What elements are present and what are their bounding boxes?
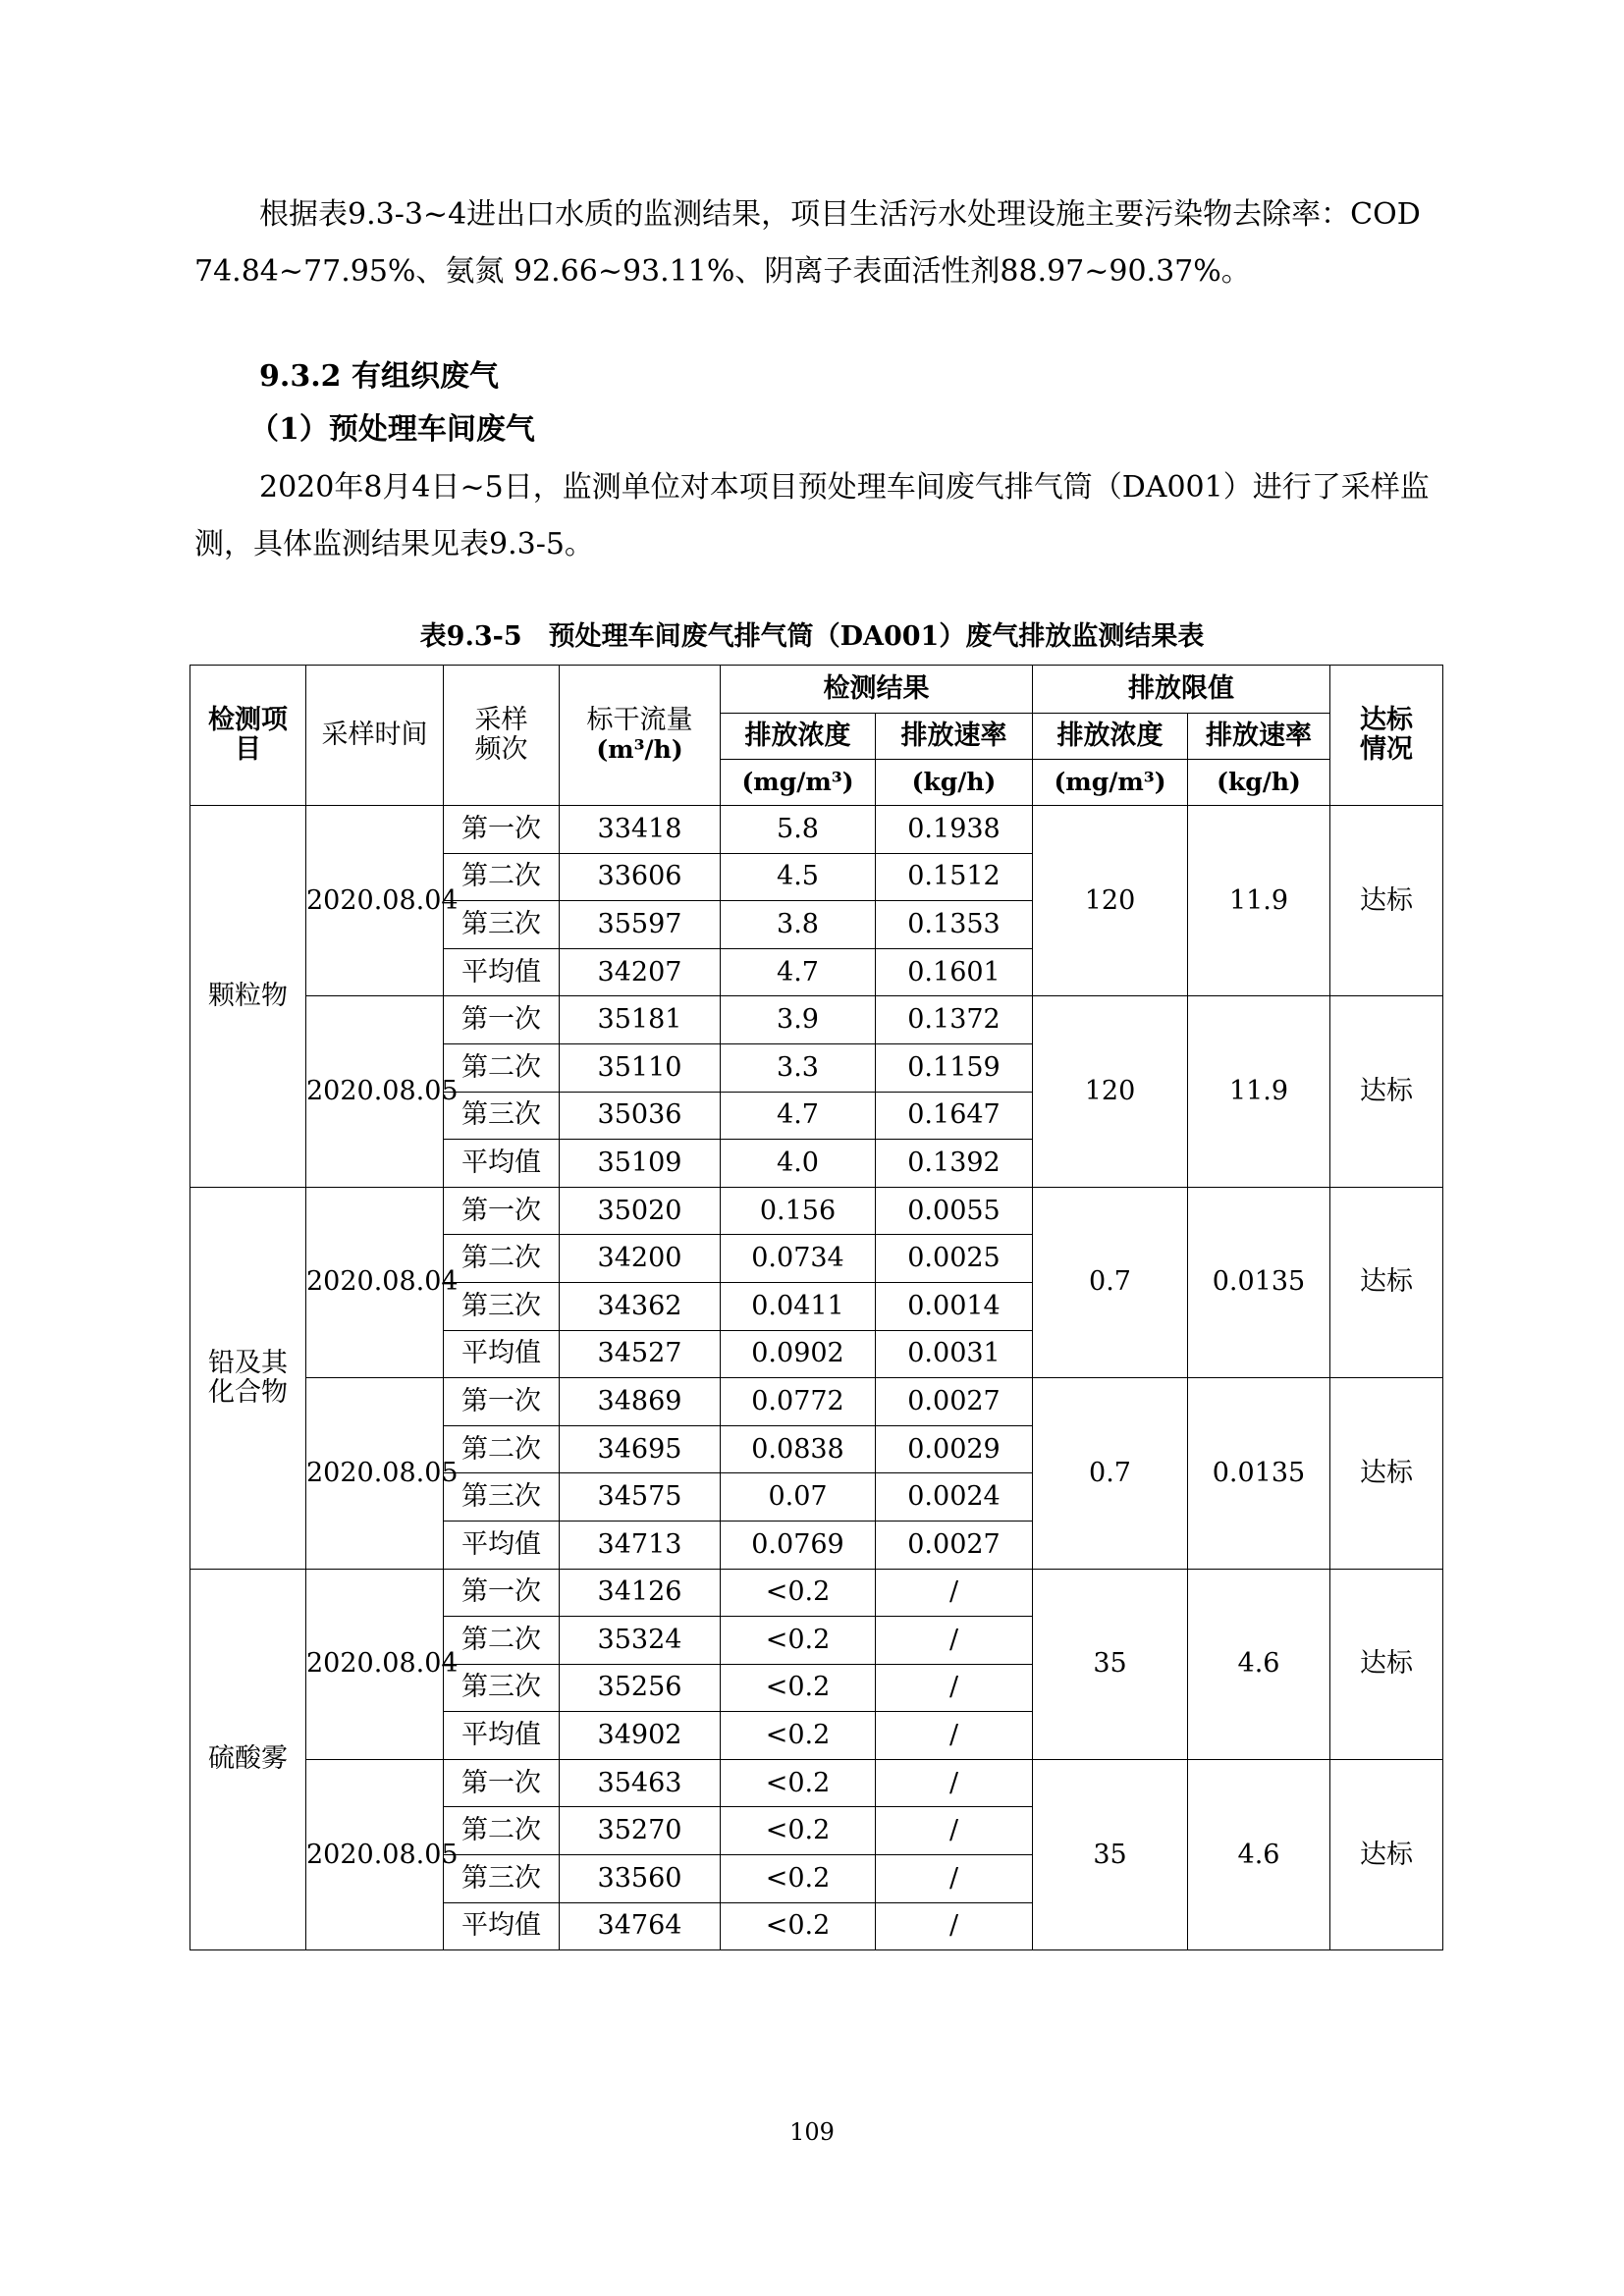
- flow-cell: 34126: [560, 1569, 721, 1617]
- flow-cell: 34207: [560, 948, 721, 996]
- table-row: [190, 996, 1443, 1044]
- conc-cell: 3.9: [721, 996, 876, 1044]
- header-limit-rate-unit: (kg/h): [1188, 760, 1330, 806]
- conc-cell: 0.0769: [721, 1521, 876, 1569]
- conc-cell: <0.2: [721, 1664, 876, 1712]
- status-cell: 达标: [1330, 996, 1443, 1187]
- freq-cell: 第一次: [444, 1569, 560, 1617]
- date-cell: 2020.08.05: [306, 996, 444, 1187]
- rate-cell: 0.1353: [876, 901, 1033, 949]
- flow-cell: 34200: [560, 1235, 721, 1283]
- conc-cell: 3.8: [721, 901, 876, 949]
- status-cell: 达标: [1330, 1187, 1443, 1377]
- header-time: 采样时间: [306, 666, 444, 806]
- conc-cell: <0.2: [721, 1712, 876, 1760]
- header-limit-rate: 排放速率: [1188, 714, 1330, 760]
- conc-cell: 0.156: [721, 1187, 876, 1235]
- header-flow-label: 标干流量: [586, 705, 693, 735]
- emission-monitoring-table: [189, 665, 1443, 1950]
- flow-cell: 35036: [560, 1092, 721, 1140]
- conc-cell: 0.0772: [721, 1378, 876, 1426]
- limit-rate-cell: 0.0135: [1188, 1378, 1330, 1569]
- flow-cell: 34575: [560, 1473, 721, 1522]
- page-number: 109: [789, 2118, 835, 2146]
- flow-cell: 35256: [560, 1664, 721, 1712]
- date-cell: 2020.08.05: [306, 1759, 444, 1949]
- freq-cell: 第一次: [444, 1187, 560, 1235]
- flow-cell: 35597: [560, 901, 721, 949]
- status-cell: 达标: [1330, 1378, 1443, 1569]
- limit-conc-cell: 35: [1033, 1759, 1188, 1949]
- freq-cell: 第二次: [444, 1235, 560, 1283]
- flow-cell: 35020: [560, 1187, 721, 1235]
- date-cell: 2020.08.04: [306, 1187, 444, 1377]
- conc-cell: 4.7: [721, 948, 876, 996]
- flow-cell: 35324: [560, 1617, 721, 1665]
- rate-cell: /: [876, 1712, 1033, 1760]
- date-cell: 2020.08.05: [306, 1378, 444, 1569]
- date-cell: 2020.08.04: [306, 806, 444, 996]
- conc-cell: 0.0734: [721, 1235, 876, 1283]
- freq-cell: 第三次: [444, 1664, 560, 1712]
- status-cell: 达标: [1330, 1759, 1443, 1949]
- conc-cell: 3.3: [721, 1043, 876, 1092]
- limit-conc-cell: 0.7: [1033, 1378, 1188, 1569]
- header-result-rate: 排放速率: [876, 714, 1033, 760]
- rate-cell: 0.0014: [876, 1282, 1033, 1330]
- header-flow-unit: (m³/h): [596, 735, 683, 764]
- rate-cell: 0.1647: [876, 1092, 1033, 1140]
- freq-cell: 第一次: [444, 1378, 560, 1426]
- freq-cell: 第一次: [444, 1759, 560, 1807]
- status-cell: 达标: [1330, 806, 1443, 996]
- date-cell: 2020.08.04: [306, 1569, 444, 1759]
- header-limits: 排放限值: [1033, 666, 1330, 714]
- header-result-conc: 排放浓度: [721, 714, 876, 760]
- freq-cell: 平均值: [444, 1330, 560, 1378]
- conc-cell: 0.0902: [721, 1330, 876, 1378]
- conc-cell: <0.2: [721, 1855, 876, 1903]
- limit-conc-cell: 35: [1033, 1569, 1188, 1759]
- flow-cell: 35270: [560, 1807, 721, 1855]
- conc-cell: <0.2: [721, 1902, 876, 1950]
- flow-cell: 33418: [560, 806, 721, 854]
- flow-cell: 35109: [560, 1140, 721, 1188]
- item-cell: 铅及其化合物: [190, 1187, 306, 1569]
- header-limit-conc-unit: (mg/m³): [1033, 760, 1188, 806]
- freq-cell: 第二次: [444, 853, 560, 901]
- freq-cell: 第二次: [444, 1043, 560, 1092]
- freq-cell: 平均值: [444, 1140, 560, 1188]
- item-cell: 颗粒物: [190, 806, 306, 1188]
- section-heading: 9.3.2 有组织废气: [259, 359, 499, 394]
- freq-cell: 平均值: [444, 1521, 560, 1569]
- flow-cell: 35110: [560, 1043, 721, 1092]
- freq-cell: 第三次: [444, 1092, 560, 1140]
- rate-cell: 0.0027: [876, 1378, 1033, 1426]
- conc-cell: 4.0: [721, 1140, 876, 1188]
- limit-rate-cell: 0.0135: [1188, 1187, 1330, 1377]
- limit-conc-cell: 0.7: [1033, 1187, 1188, 1377]
- limit-rate-cell: 11.9: [1188, 806, 1330, 996]
- freq-cell: 平均值: [444, 1902, 560, 1950]
- freq-cell: 第三次: [444, 1282, 560, 1330]
- flow-cell: 34902: [560, 1712, 721, 1760]
- table-caption: 表9.3-5 预处理车间废气排气筒（DA001）废气排放监测结果表: [419, 621, 1205, 652]
- flow-cell: 34869: [560, 1378, 721, 1426]
- rate-cell: /: [876, 1664, 1033, 1712]
- flow-cell: 33606: [560, 853, 721, 901]
- rate-cell: 0.1512: [876, 853, 1033, 901]
- freq-cell: 第三次: [444, 1855, 560, 1903]
- freq-cell: 平均值: [444, 948, 560, 996]
- rate-cell: 0.0027: [876, 1521, 1033, 1569]
- flow-cell: 35181: [560, 996, 721, 1044]
- freq-cell: 平均值: [444, 1712, 560, 1760]
- table-row: [190, 1759, 1443, 1807]
- conc-cell: 5.8: [721, 806, 876, 854]
- table-row: [190, 1569, 1443, 1617]
- limit-rate-cell: 4.6: [1188, 1569, 1330, 1759]
- header-freq: 采样频次: [444, 666, 560, 806]
- flow-cell: 34362: [560, 1282, 721, 1330]
- freq-cell: 第一次: [444, 996, 560, 1044]
- freq-cell: 第三次: [444, 1473, 560, 1522]
- limit-rate-cell: 4.6: [1188, 1759, 1330, 1949]
- rate-cell: /: [876, 1617, 1033, 1665]
- conc-cell: <0.2: [721, 1807, 876, 1855]
- conc-cell: <0.2: [721, 1759, 876, 1807]
- conc-cell: <0.2: [721, 1617, 876, 1665]
- rate-cell: /: [876, 1855, 1033, 1903]
- table-row: [190, 1378, 1443, 1426]
- header-result-rate-unit: (kg/h): [876, 760, 1033, 806]
- flow-cell: 33560: [560, 1855, 721, 1903]
- table-row: [190, 806, 1443, 854]
- flow-cell: 34713: [560, 1521, 721, 1569]
- flow-cell: 34695: [560, 1425, 721, 1473]
- freq-cell: 第二次: [444, 1617, 560, 1665]
- rate-cell: 0.1601: [876, 948, 1033, 996]
- freq-cell: 第二次: [444, 1425, 560, 1473]
- table-row: [190, 1187, 1443, 1235]
- freq-cell: 第一次: [444, 806, 560, 854]
- header-limit-conc: 排放浓度: [1033, 714, 1188, 760]
- rate-cell: 0.1392: [876, 1140, 1033, 1188]
- body-paragraph: 2020年8月4日~5日，监测单位对本项目预处理车间废气排气筒（DA001）进行了采样监测，具体监测结果见表9.3-5。: [194, 470, 1430, 561]
- limit-conc-cell: 120: [1033, 996, 1188, 1187]
- rate-cell: 0.1372: [876, 996, 1033, 1044]
- limit-conc-cell: 120: [1033, 806, 1188, 996]
- limit-rate-cell: 11.9: [1188, 996, 1330, 1187]
- intro-paragraph: 根据表9.3-3~4进出口水质的监测结果，项目生活污水处理设施主要污染物去除率：COD 74.84~77.95%、氨氮 92.66~93.11%、阴离子表面活性剂88.97~90.37%。: [194, 197, 1421, 289]
- rate-cell: /: [876, 1807, 1033, 1855]
- flow-cell: 35463: [560, 1759, 721, 1807]
- conc-cell: 0.0838: [721, 1425, 876, 1473]
- freq-cell: 第二次: [444, 1807, 560, 1855]
- flow-cell: 34764: [560, 1902, 721, 1950]
- rate-cell: /: [876, 1569, 1033, 1617]
- conc-cell: 0.0411: [721, 1282, 876, 1330]
- rate-cell: 0.0029: [876, 1425, 1033, 1473]
- header-item: 检测项目: [190, 666, 306, 806]
- header-flow: [560, 666, 721, 806]
- conc-cell: 0.07: [721, 1473, 876, 1522]
- item-cell: 硫酸雾: [190, 1569, 306, 1950]
- conc-cell: 4.7: [721, 1092, 876, 1140]
- conc-cell: 4.5: [721, 853, 876, 901]
- freq-cell: 第三次: [444, 901, 560, 949]
- rate-cell: 0.0025: [876, 1235, 1033, 1283]
- conc-cell: <0.2: [721, 1569, 876, 1617]
- header-results: 检测结果: [721, 666, 1033, 714]
- rate-cell: /: [876, 1759, 1033, 1807]
- rate-cell: 0.0024: [876, 1473, 1033, 1522]
- rate-cell: 0.1938: [876, 806, 1033, 854]
- rate-cell: 0.1159: [876, 1043, 1033, 1092]
- header-status: 达标情况: [1330, 666, 1443, 806]
- rate-cell: 0.0055: [876, 1187, 1033, 1235]
- header-result-conc-unit: (mg/m³): [721, 760, 876, 806]
- rate-cell: /: [876, 1902, 1033, 1950]
- rate-cell: 0.0031: [876, 1330, 1033, 1378]
- table-body: [190, 806, 1443, 1950]
- status-cell: 达标: [1330, 1569, 1443, 1759]
- subsection-heading: （1）预处理车间废气: [249, 412, 535, 447]
- flow-cell: 34527: [560, 1330, 721, 1378]
